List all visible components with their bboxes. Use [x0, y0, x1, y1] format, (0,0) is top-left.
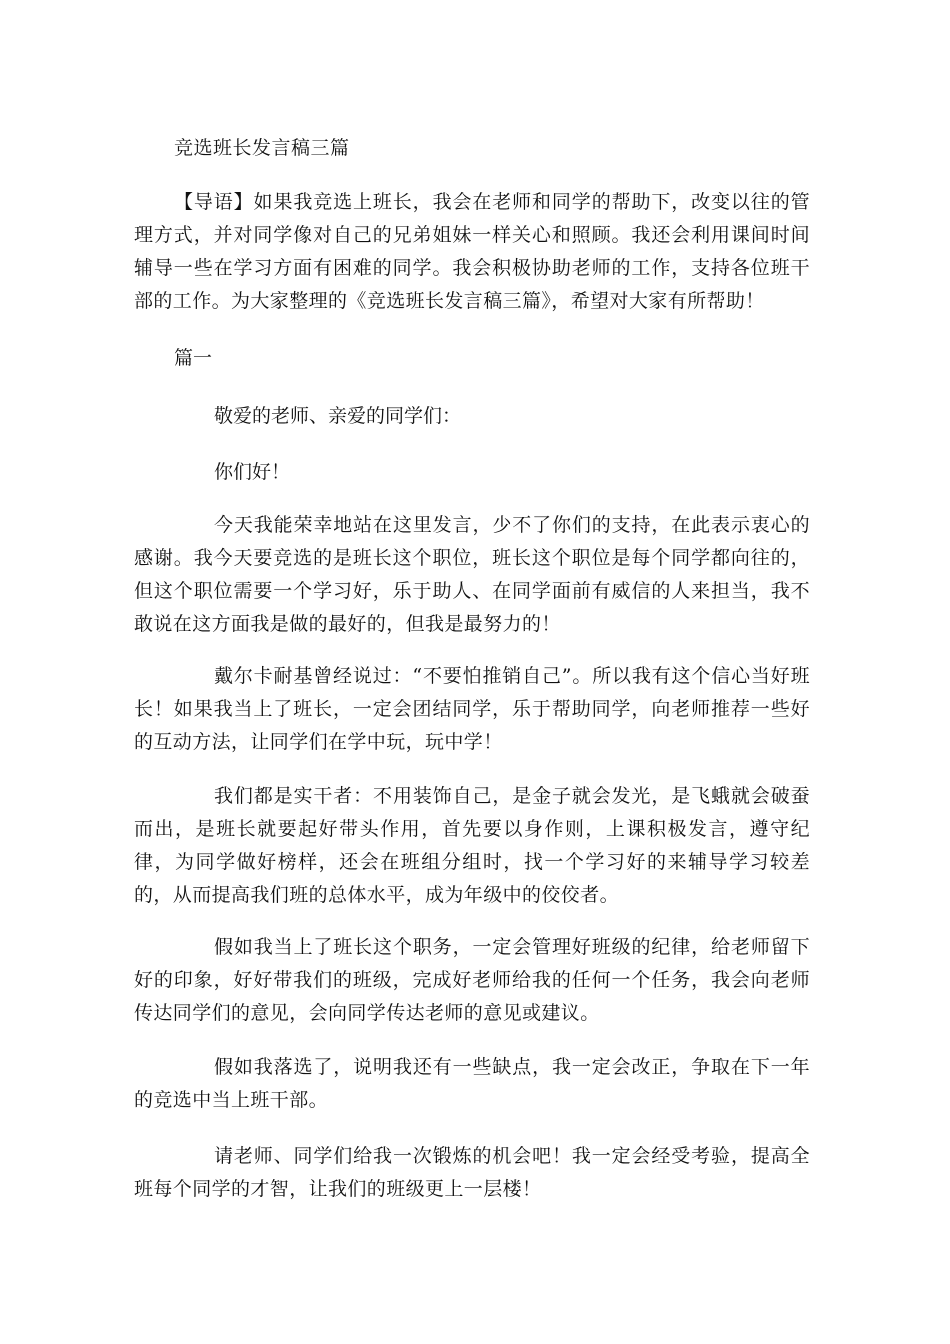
body-paragraph: 假如我落选了，说明我还有一些缺点，我一定会改正，争取在下一年的竞选中当上班干部。 — [134, 1056, 810, 1111]
greeting: 你们好！ — [214, 461, 291, 483]
body-paragraph: 戴尔卡耐基曾经说过：“不要怕推销自己”。所以我有这个信心当好班长！如果我当上了班长，一定会团结同学，乐于帮助同学，向老师推荐一些好的互动方法，让同学们在学中玩，玩中学！ — [134, 665, 810, 753]
section-heading: 篇一 — [174, 347, 213, 369]
body-paragraph: 请老师、同学们给我一次锻炼的机会吧！我一定会经受考验，提高全班每个同学的才智，让我们的班级更上一层楼！ — [134, 1145, 810, 1200]
body-paragraph: 今天我能荣幸地站在这里发言，少不了你们的支持，在此表示衷心的感谢。我今天要竞选的是班长这个职位，班长这个职位是每个同学都向往的，但这个职位需要一个学习好，乐于助人、在同学面前有威信的人来担当，我不敢说在这方面我是做的最好的，但我是最努力的！ — [134, 514, 810, 635]
body-paragraph: 我们都是实干者：不用装饰自己，是金子就会发光，是飞蛾就会破蚕而出，是班长就要起好带头作用，首先要以身作则，上课积极发言，遵守纪律，为同学做好榜样，还会在班组分组时，找一个学习好的来辅导学习较差的，从而提高我们班的总体水平，成为年级中的佼佼者。 — [134, 785, 810, 906]
body-paragraph: 假如我当上了班长这个职务，一定会管理好班级的纪律，给老师留下好的印象，好好带我们的班级，完成好老师给我的任何一个任务，我会向老师传达同学们的意见，会向同学传达老师的意见或建议。 — [134, 936, 810, 1024]
intro-paragraph: 【导语】如果我竞选上班长，我会在老师和同学的帮助下，改变以往的管理方式，并对同学像对自己的兄弟姐妹一样关心和照顾。我还会利用课间时间辅导一些在学习方面有困难的同学。我会积极协助老师的工作，支持各位班干部的工作。为大家整理的《竞选班长发言稿三篇》，希望对大家有所帮助！ — [134, 191, 810, 312]
document-title: 竞选班长发言稿三篇 — [174, 137, 350, 159]
salutation: 敬爱的老师、亲爱的同学们： — [214, 405, 462, 427]
